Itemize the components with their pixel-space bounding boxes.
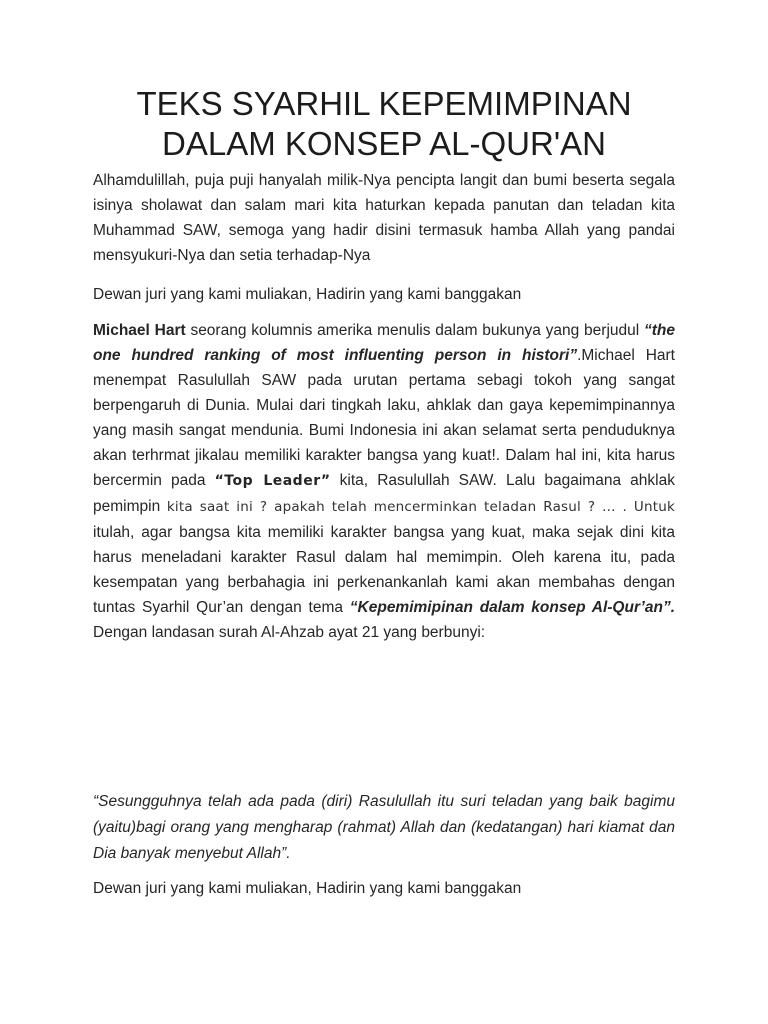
paragraph-text: .Michael Hart menempat Rasulullah SAW pada urutan pertama sebagi tokoh yang sangat berpengaruh di Dunia. Mulai dari tingkah laku, ahklak dan gaya kepemimpinannya yang masih sangat mendunia. Bumi Indonesia ini akan selamat serta penduduknya akan terhrmat jikalau memiliki karakter bangsa yang kuat!. Dalam hal ini, kita harus bercermin pada: [93, 347, 675, 489]
theme-title: “Kepemimipinan dalam konsep Al-Qur’an”.: [349, 599, 676, 616]
paragraph-text: itulah, agar bangsa kita memiliki karakter bangsa yang kuat, maka sejak dini kita harus meneladani karakter Rasul dalam hal memimpin. Oleh karena itu, pada kesempatan yang berbahagia ini perkenankanlah kami akan membahas dengan tuntas Syarhil Qur’an dengan tema: [93, 524, 675, 616]
document-title: [60, 84, 708, 164]
title-line-1: TEKS SYARHIL KEPEMIMPINAN: [136, 85, 632, 122]
top-leader-phrase: “Top Leader”: [214, 473, 331, 489]
title-line-2: DALAM KONSEP AL-QUR'AN: [162, 125, 606, 162]
greeting-paragraph: Dewan juri yang kami muliakan, Hadirin yang kami banggakan: [93, 286, 522, 303]
opening-paragraph: Alhamdulillah, puja puji hanyalah milik-Nya pencipta langit dan bumi beserta segala isinya sholawat dan salam mari kita haturkan kepada panutan dan teladan kita Muhammad SAW, semoga yang hadir disini termasuk hamba Allah yang pandai mensyukuri-Nya dan setia terhadap-Nya: [93, 172, 675, 264]
paragraph-text-small: kita saat ini ? apakah telah mencerminkan teladan Rasul ? ... . Untuk: [166, 499, 675, 515]
quran-translation-quote: “Sesungguhnya telah ada pada (diri) Rasulullah itu suri teladan yang baik bagimu (yaitu)bagi orang yang mengharap (rahmat) Allah dan (kedatangan) hari kiamat dan Dia banyak menyebut Allah”.: [93, 793, 675, 862]
paragraph-text: Dengan landasan surah Al-Ahzab ayat 21 yang berbunyi:: [93, 624, 486, 641]
author-name: Michael Hart: [93, 322, 186, 339]
paragraph-text: seorang kolumnis amerika menulis dalam bukunya yang berjudul: [185, 322, 644, 339]
michael-hart-paragraph: [93, 318, 675, 645]
paragraph-text: kita, Rasulullah SAW. Lalu bagaimana ahklak pemimpin: [93, 472, 675, 515]
closing-greeting-paragraph: Dewan juri yang kami muliakan, Hadirin yang kami banggakan: [93, 880, 522, 897]
book-title: “the one hundred ranking of most influenting person in histori”: [93, 322, 675, 364]
